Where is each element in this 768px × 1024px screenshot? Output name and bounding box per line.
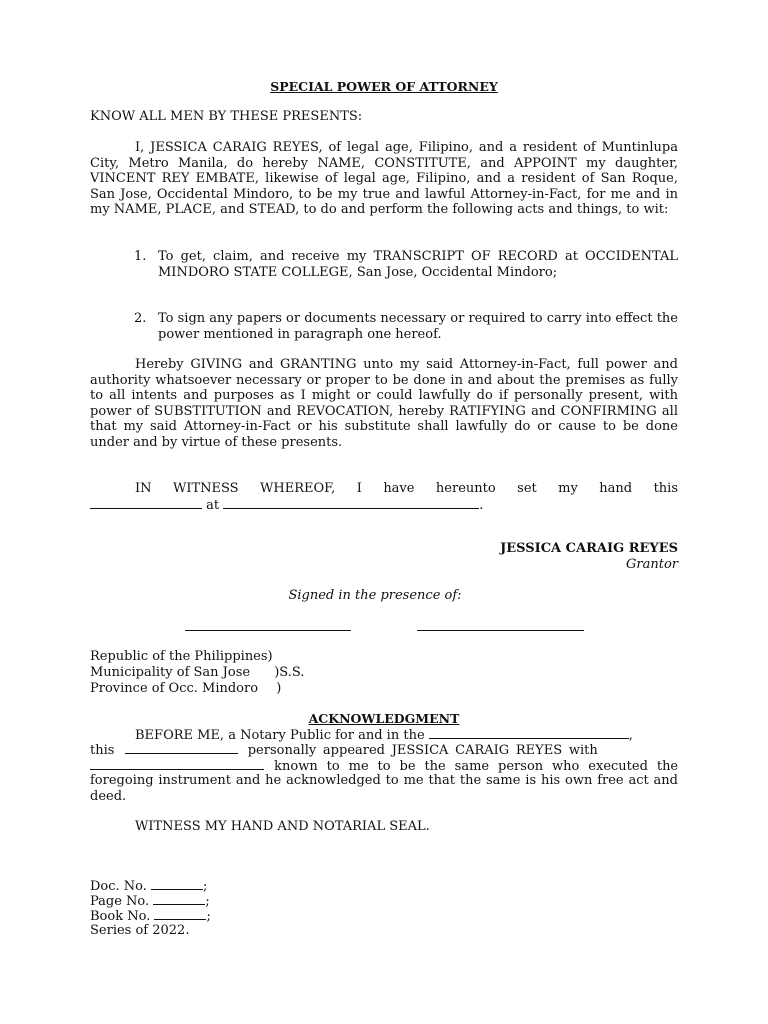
ack-appeared-text: personally appeared JESSICA CARAIG REYES with (247, 743, 598, 758)
list-item-number: 2. (134, 311, 147, 326)
doc-no-semicolon: ; (203, 879, 208, 894)
venue-province: Province of Occ. Mindoro (90, 681, 259, 696)
acknowledgment-title: ACKNOWLEDGMENT (308, 711, 460, 726)
venue-line-3 (90, 681, 281, 697)
ack-this-label: this (90, 743, 115, 758)
witness-period: . (479, 498, 484, 513)
page-no-label: Page No. (90, 894, 150, 909)
series-line: Series of 2022. (90, 923, 190, 938)
witness-at-label: at (206, 498, 220, 513)
ack-line-2 (90, 742, 598, 759)
document-title: SPECIAL POWER OF ATTORNEY (270, 79, 498, 94)
document-page (90, 0, 678, 1024)
venue-line-1: Republic of the Philippines) (90, 649, 273, 664)
page-no-semicolon: ; (205, 894, 210, 909)
doc-no-label: Doc. No. (90, 879, 147, 894)
date-blank (90, 497, 202, 509)
presence-label: Signed in the presence of: (288, 588, 462, 603)
ack-known-text: known to me to be the same person who executed the (274, 759, 679, 774)
list-item-text: To get, claim, and receive my TRANSCRIPT OF RECORD at OCCIDENTAL MINDORO STATE COLLEGE, San Jose, Occidental Mindoro; (158, 249, 678, 280)
list-item (134, 249, 678, 280)
place-blank (223, 497, 479, 509)
ack-instrument-text: foregoing instrument and he acknowledged to me that the same is his own free act and deed. (90, 773, 678, 804)
granting-paragraph: Hereby GIVING and GRANTING unto my said Attorney-in-Fact, full power and authority whatsoever necessary or proper to be done in and about the premises as fully to all intents and purposes as I might or could lawfully do if personally present, with power of SUBSTITUTION and REVOCATION, hereby RATIFYING and CONFIRMING all that my said Attorney-in-Fact or his substitute shall lawfully do or cause to be done under and by virtue of these presents. (90, 357, 678, 450)
venue-line-2 (90, 665, 304, 681)
witness-signature-line-2 (417, 630, 584, 631)
witness-signature-line-1 (185, 630, 351, 631)
book-no-semicolon: ; (206, 909, 211, 924)
venue-ss: )S.S. (274, 665, 305, 680)
book-no-label: Book No. (90, 909, 151, 924)
venue-municipality: Municipality of San Jose (90, 665, 251, 680)
grantor-name: JESSICA CARAIG REYES (500, 541, 678, 556)
witness-line: IN WITNESS WHEREOF, I have hereunto set my hand this (135, 481, 678, 496)
notarial-seal-line: WITNESS MY HAND AND NOTARIAL SEAL. (135, 819, 430, 834)
appointment-paragraph: I, JESSICA CARAIG REYES, of legal age, Filipino, and a resident of Muntinlupa City, Metro Manila, do hereby NAME, CONSTITUTE, and APPOINT my daughter, VINCENT REY EMBATE, likewise of legal age, Filipino, and a resident of San Roque, San Jose, Occidental Mindoro, to be my true and lawful Attorney-in-Fact, for me and in my NAME, PLACE, and STEAD, to do and perform the following acts and things, to wit: (90, 140, 678, 218)
notary-place-blank (429, 727, 629, 739)
intro-line: KNOW ALL MEN BY THESE PRESENTS: (90, 109, 363, 124)
witness-date-line (90, 497, 483, 514)
list-item-text: To sign any papers or documents necessary or required to carry into effect the power mentioned in paragraph one hereof. (158, 311, 678, 342)
page-no-blank (153, 893, 205, 905)
ack-notary-text: BEFORE ME, a Notary Public for and in the (135, 728, 425, 743)
ack-id-blank (90, 758, 264, 770)
grantor-role: Grantor (626, 557, 678, 572)
list-item (134, 311, 678, 342)
ack-comma: , (628, 728, 633, 743)
book-no-blank (154, 908, 206, 920)
ack-date-blank (125, 742, 238, 754)
list-item-number: 1. (134, 249, 147, 264)
venue-paren: ) (276, 681, 282, 696)
doc-no-blank (151, 878, 203, 890)
